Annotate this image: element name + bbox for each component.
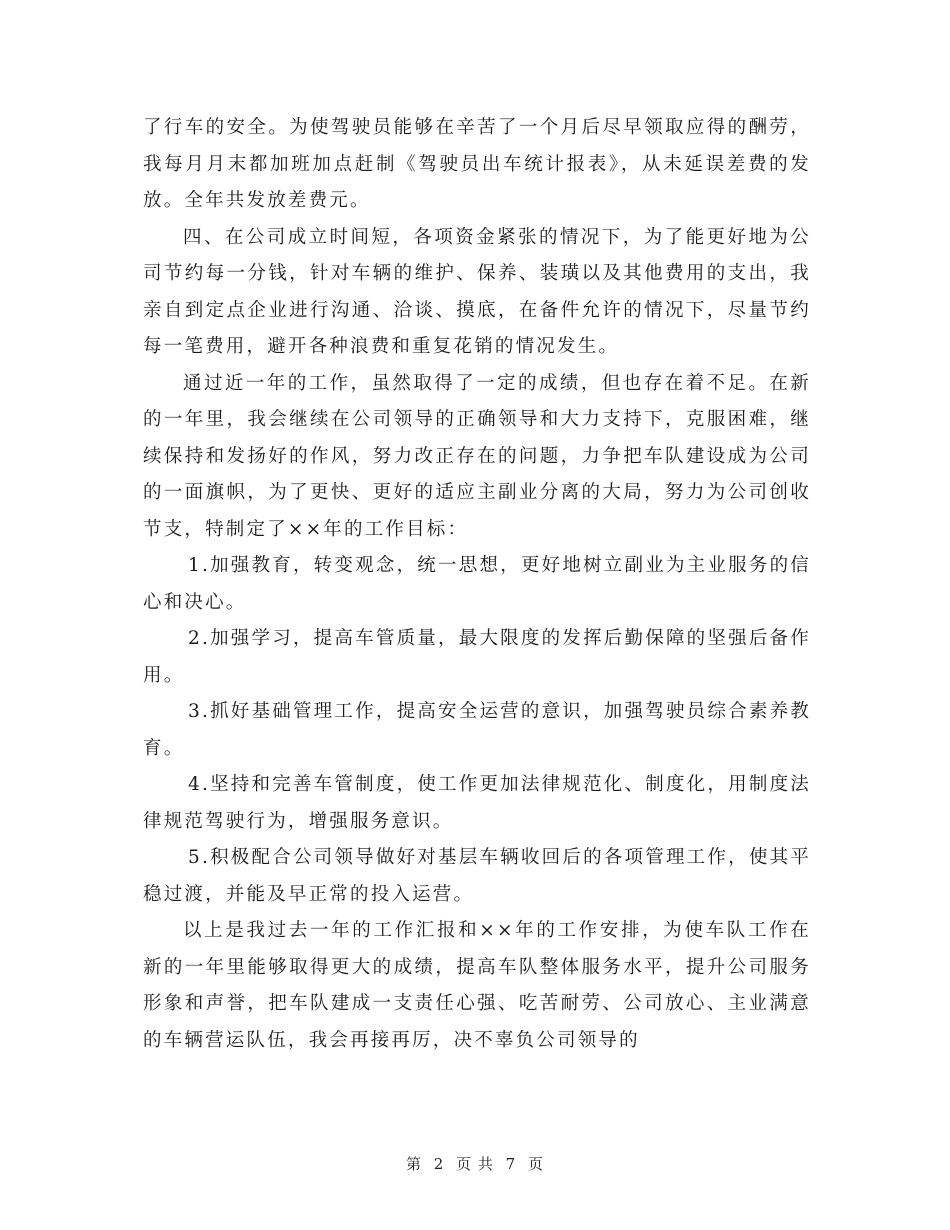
goal-item-2: 2.加强学习，提高车管质量，最大限度的发挥后勤保障的坚强后备作用。 — [143, 628, 811, 686]
paragraph-closing: 以上是我过去一年的工作汇报和××年的工作安排，为使车队工作在新的一年里能够取得更大的成绩，提高车队整体服务水平，提升公司服务形象和声誉，把车队建成一支责任心强、吃苦耐劳、公司放心、主业满意的车辆营运队伍，我会再接再厉，决不辜负公司领导的 — [143, 920, 811, 1051]
page-footer — [0, 1153, 950, 1174]
paragraph-cost-saving: 四、在公司成立时间短，各项资金紧张的情况下，为了能更好地为公司节约每一分钱，针对车辆的维护、保养、装璜以及其他费用的支出，我亲自到定点企业进行沟通、洽谈、摸底，在备件允许的情况下，尽量节约每一笔费用，避开各种浪费和重复花销的情况发生。 — [143, 226, 811, 357]
goal-item-1: 1.加强教育，转变观念，统一思想，更好地树立副业为主业服务的信心和决心。 — [143, 555, 811, 613]
document-body — [143, 110, 811, 1059]
goal-item-3: 3.抓好基础管理工作，提高安全运营的意识，加强驾驶员综合素养教育。 — [143, 701, 811, 759]
paragraph-summary-goals: 通过近一年的工作，虽然取得了一定的成绩，但也存在着不足。在新的一年里，我会继续在公司领导的正确领导和大力支持下，克服困难，继续保持和发扬好的作风，努力改正存在的问题，力争把车队建设成为公司的一面旗帜，为了更快、更好的适应主副业分离的大局，努力为公司创收节支，特制定了××年的工作目标： — [143, 372, 811, 540]
footer-prefix: 第 — [405, 1155, 422, 1173]
footer-middle: 页 共 — [456, 1155, 494, 1173]
goal-item-5: 5.积极配合公司领导做好对基层车辆收回后的各项管理工作，使其平稳过渡，并能及早正常的投入运营。 — [143, 847, 811, 905]
goal-item-4: 4.坚持和完善车管制度，使工作更加法律规范化、制度化，用制度法律规范驾驶行为，增强服务意识。 — [143, 774, 811, 832]
paragraph-continuation: 了行车的安全。为使驾驶员能够在辛苦了一个月后尽早领取应得的酬劳，我每月月末都加班加点赶制《驾驶员出车统计报表》，从未延误差费的发放。全年共发放差费元。 — [143, 117, 811, 211]
footer-total-pages: 7 — [505, 1155, 517, 1173]
footer-suffix: 页 — [528, 1155, 545, 1173]
footer-page-number: 2 — [433, 1155, 445, 1173]
